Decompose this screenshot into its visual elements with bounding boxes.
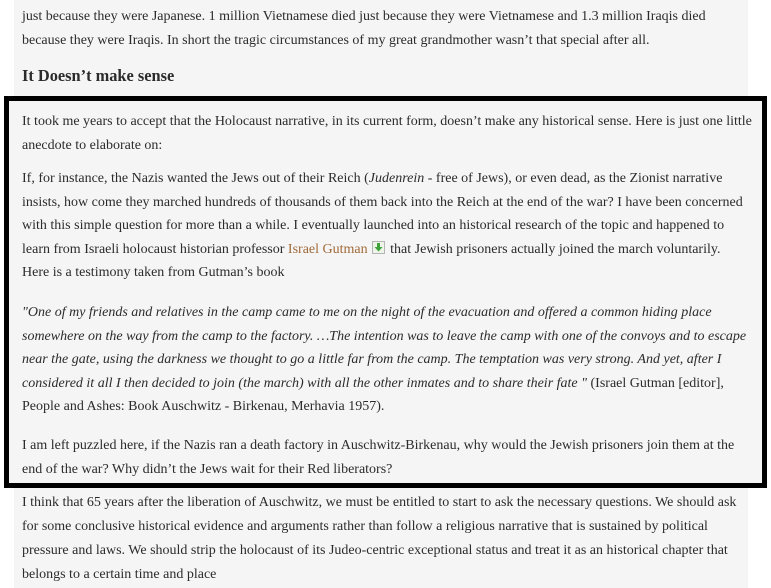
text-line: anecdote to elaborate on: — [22, 137, 163, 153]
text-line: Here is a testimony taken from Gutman’s book — [22, 265, 285, 280]
text-line: I think that 65 years after the liberation of Auschwitz, we must be entitled to start to ask the necessary questions. We should ask — [22, 495, 737, 510]
text-line: belongs to a certain time and place — [22, 567, 217, 582]
text-fragment: learn from Israeli holocaust historian professor — [22, 241, 288, 257]
intro-paragraph — [22, 110, 762, 157]
citation-text: (Israel Gutman [editor], — [587, 375, 724, 391]
text-line: end of the war? Why didn’t the Jews wait for their Red liberators? — [22, 461, 393, 477]
text-line: for some conclusive historical evidence and arguments rather than follow a religious narrative that is sustained by political — [22, 519, 708, 534]
emphasis-term: Judenrein — [368, 171, 425, 186]
top-paragraph — [22, 5, 742, 52]
citation-line: People and Ashes: Book Auschwitz - Birkenau, Merhavia 1957). — [22, 399, 385, 414]
quote-text: "One of my friends and relatives in the camp came to me on the night of the evacuation and offered a common hiding place — [22, 305, 712, 320]
highlighted-excerpt-box — [4, 96, 767, 488]
argument-paragraph — [22, 167, 762, 285]
section-heading: It Doesn’t make sense — [22, 66, 175, 85]
quote-line — [22, 348, 762, 372]
text-line: because they were Iraqis. In short the tragic circumstances of my great grandmother wasn’t that special after all. — [22, 32, 650, 48]
text-line: I am left puzzled here, if the Nazis ran a death factory in Auschwitz-Birkenau, why would the Jewish prisoners join them at the — [22, 438, 735, 453]
text-line: pressure and laws. We should strip the holocaust of its Judeo-centric exceptional status and treat it as an historical chapter that — [22, 543, 728, 558]
testimony-quote — [22, 301, 762, 419]
text-line — [22, 238, 762, 262]
text-line: It took me years to accept that the Holocaust narrative, in its current form, doesn’t make any historical sense. Here is just one little — [22, 114, 752, 129]
text-line: insists, how come they marched hundreds of thousands of them back into the Reich at the end of the war? I have been concerned — [22, 194, 743, 210]
quote-text: near the gate, using the darkness we thought to go a little far from the camp. The temptation was very strong. And yet, after I — [22, 352, 722, 367]
quote-text: considered it all I then decided to join (the march) with all the other inmates and to share their fate " — [22, 375, 588, 391]
text-line: just because they were Japanese. 1 million Vietnamese died just because they were Vietnamese and 1.3 million Iraqis died — [22, 9, 706, 24]
israel-gutman-link[interactable]: Israel Gutman — [287, 241, 368, 257]
quote-text: somewhere on the way from the camp to the factory. …The intention was to leave the camp with one of the convoys and to escape — [22, 328, 747, 344]
quote-line — [22, 372, 762, 396]
bottom-paragraph — [22, 491, 752, 587]
closing-paragraph — [22, 434, 762, 481]
text-line — [22, 167, 762, 191]
text-line: with this simple question for more than a while. I eventually launched into an historical research of the topic and happened to — [22, 218, 725, 233]
text-fragment: that Jewish prisoners actually joined the march voluntarily. — [386, 241, 721, 257]
download-arrow-icon[interactable] — [372, 241, 385, 254]
quote-line — [22, 301, 762, 325]
text-fragment: If, for instance, the Nazis wanted the Jews out of their Reich ( — [22, 171, 369, 186]
text-fragment: - free of Jews), or even dead, as the Zionist narrative — [424, 171, 723, 186]
quote-line — [22, 325, 762, 349]
